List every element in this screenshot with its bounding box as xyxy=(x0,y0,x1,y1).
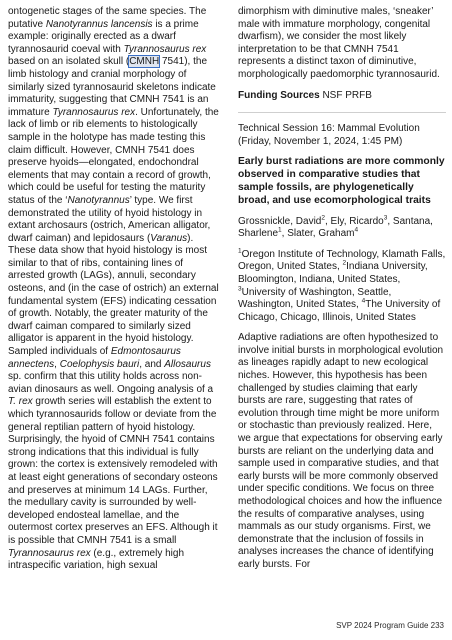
abstract-title: Early burst radiations are more commonly observed in comparative studies that sample fossils, are phylogenetically broad, and use ecomorphological traits xyxy=(238,156,445,206)
text-run: 7541), the limb histology and cranial morphology of similarly sized tyrannosaurid skeletons indicate immaturity, suggesting that CMNH 7541 is an immature xyxy=(8,56,216,118)
text-run: (e.g., extremely high intraspecific variation, high sexual xyxy=(8,547,185,572)
affiliation-marker: 2 xyxy=(342,259,347,267)
affiliation-marker: 3 xyxy=(238,285,242,293)
abstract-continuation-end: dimorphism with diminutive males, ‘sneaker’ male with immature morphology, congenital dwarfism), we consider the most likely interpretation to be that CMNH 7541 represents a distinct taxon of diminutive, morphologically paedomorphic tyrannosaurid. xyxy=(238,6,440,80)
taxon-name: T. rex xyxy=(8,396,33,408)
affiliations xyxy=(238,249,446,325)
affiliation: Indiana University, Bloomington, Indiana, United States, xyxy=(238,261,428,285)
funding-sources xyxy=(238,90,446,103)
session-info: Technical Session 16: Mammal Evolution (Friday, November 1, 2024, 1:45 PM) xyxy=(238,123,420,147)
affiliation: University of Washington, Seattle, Washington, United States, xyxy=(238,286,392,311)
taxon-name: Coelophysis bauri xyxy=(59,358,140,370)
taxon-name: Allosaurus xyxy=(164,358,211,370)
taxon-name: Tyrannosaurus rex xyxy=(52,106,136,118)
funding-label: Funding Sources xyxy=(238,89,320,101)
taxon-name: Varanus xyxy=(150,232,188,244)
page-footer: SVP 2024 Program Guide 233 xyxy=(336,621,444,630)
left-column xyxy=(8,6,220,573)
funding-value: NSF PRFB xyxy=(319,89,372,101)
taxon-name: Nanotyrannus xyxy=(67,194,130,206)
affiliation-marker: 4 xyxy=(361,297,366,305)
affiliation-marker: 2 xyxy=(321,214,325,222)
taxon-name: Edmontosaurus annectens xyxy=(8,346,181,370)
author-list xyxy=(238,216,446,241)
author: , Ely, Ricardo xyxy=(324,215,384,227)
author: , Slater, Graham xyxy=(281,228,355,240)
highlighted-text[interactable]: CMNH xyxy=(129,56,160,68)
text-run: ). These data show that hyoid histology is most similar to that of ribs, containing lines of arrested growth (LAGs), annuli, secondary osteons, and (in the case of ostrich) an external fundamental system (EFS) indicating cessation of growth. Notably, the greater maturity of the dwarf caiman compared to similarly sized alligator is apparent in the hyoid histology. Sampled individuals of xyxy=(8,232,219,358)
author: Grossnickle, David xyxy=(238,215,322,227)
author: , Santana, Sharlene xyxy=(238,215,433,240)
text-run: is a prime example: originally erected as a dwarf tyrannosaurid coeval with xyxy=(8,18,199,55)
text-run: based on an isolated skull ( xyxy=(8,56,130,68)
text-run: . Unfortunately, the lack of limb or rib elements to histologically sample in the holotype has made testing this claim difficult. However, CMNH 7541 does preserve hyoids—elongated, endochondral elements that may contain a record of growth, which could be useful for testing the maturity status of the ‘ xyxy=(8,106,219,206)
text-run: ’ type. We first demonstrated the utility of hyoid histology in extant archosaurs (ostrich, American alligator, dwarf caiman) and lepidosaurs ( xyxy=(8,194,211,244)
affiliation: Oregon Institute of Technology, Klamath Falls, Oregon, United States, xyxy=(238,248,446,273)
abstract-body: Adaptive radiations are often hypothesized to involve initial bursts in morphological evolution as lineages rapidly adapt to new ecological niches. However, this hypothesis has been challenged by studies claiming that early bursts are rare, suggesting that rates of evolution through time might be more uniform or stochastic than previously realized. Here, we argue that expectations for observing early bursts are reliant on the underlying data and sample used in comparative studies, and that early bursts will be more commonly observed under specific conditions. We focus on three methodological choices and how the influence the results of comparative analyses, using mammals as our study organisms. First, we demonstrate that the inclusion of fossils in analyses increases the chance of identifying early bursts. For xyxy=(238,332,444,570)
text-run: , and xyxy=(139,358,165,370)
text-run: sp. confirm that this utility holds across non-avian dinosaurs as well. Ongoing analysis of a xyxy=(8,371,214,395)
text-run: ontogenetic stages of the same species. The putative xyxy=(8,6,207,30)
right-column xyxy=(238,6,446,572)
taxon-name: Tyrannosaurus rex xyxy=(8,547,91,559)
text-run: growth series will establish the extent to which tyrannosaurids follow or deviate from the general reptilian pattern of hyoid histology. Surprisingly, the hyoid of CMNH 7541 contains strong indications that this individual is fully grown: the cortex is extensively remodeled with at least eight generations of secondary osteons and preserves at minimum 14 LAGs. Further, the medullary cavity is surrounded by well-developed endosteal lamellae, and the outermost cortex preserves an EFS. Although it is possible that CMNH 7541 is a small xyxy=(8,396,218,546)
affiliation: The University of Chicago, Chicago, Illinois, United States xyxy=(238,299,441,323)
affiliation-marker: 1 xyxy=(278,226,282,234)
affiliation-marker: 4 xyxy=(354,226,359,234)
abstract-continuation-text xyxy=(8,6,220,573)
section-divider xyxy=(238,112,446,113)
taxon-name: Nanotyrannus lancensis xyxy=(45,18,153,30)
text-run: , xyxy=(54,358,60,370)
affiliation-marker: 3 xyxy=(383,214,388,222)
taxon-name: Tyrannosaurus rex xyxy=(123,43,207,55)
affiliation-marker: 1 xyxy=(238,247,242,255)
